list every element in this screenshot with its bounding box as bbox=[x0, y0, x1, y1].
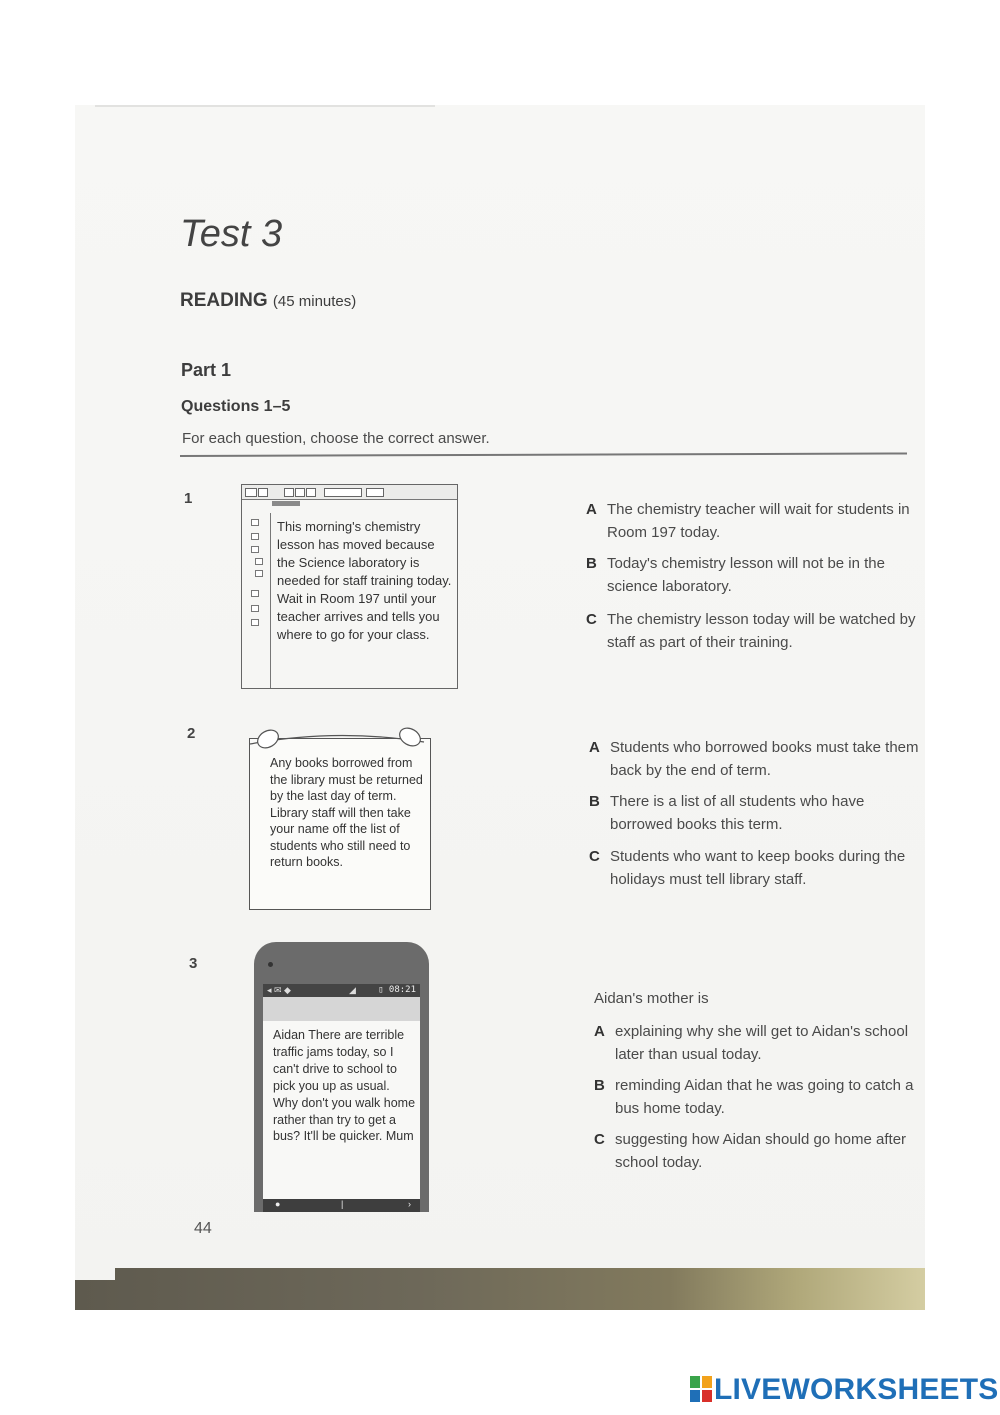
page-number: 44 bbox=[194, 1220, 212, 1237]
camera-icon bbox=[268, 962, 273, 967]
question-number: 2 bbox=[187, 725, 196, 742]
option-c bbox=[594, 1128, 914, 1174]
phone-nav-bar bbox=[263, 1199, 420, 1212]
screen-message: This morning's chemistry lesson has moved because the Science laboratory is needed for staff training today. Wait in Room 197 until your teacher arrives and tells you where to go for your class. bbox=[277, 519, 452, 642]
option-b bbox=[594, 1074, 914, 1120]
option-a bbox=[589, 736, 919, 782]
option-letter: B bbox=[594, 1077, 605, 1094]
option-letter: C bbox=[586, 611, 597, 628]
option-text: The chemistry lesson today will be watched by staff as part of their training. bbox=[607, 611, 916, 651]
toolbar-icon bbox=[258, 488, 268, 497]
option-letter: A bbox=[594, 1023, 605, 1040]
toolbar-icon bbox=[245, 488, 257, 497]
option-letter: B bbox=[586, 555, 597, 572]
section-heading bbox=[180, 290, 356, 312]
test-title: Test 3 bbox=[180, 213, 283, 255]
part-heading: Part 1 bbox=[181, 360, 232, 380]
option-c bbox=[589, 845, 919, 891]
toolbar-icon bbox=[295, 488, 305, 497]
signal-icon: ◂ ✉ ◆ bbox=[267, 985, 291, 995]
option-text: There is a list of all students who have borrowed books this term. bbox=[610, 793, 865, 833]
strip-notch bbox=[75, 1268, 115, 1280]
logo-text: LIVEWORKSHEETS bbox=[714, 1373, 999, 1406]
option-letter: C bbox=[589, 848, 600, 865]
questions-heading: Questions 1–5 bbox=[181, 398, 291, 415]
library-notice-image bbox=[246, 730, 432, 907]
option-a bbox=[586, 498, 916, 544]
question-number: 3 bbox=[189, 955, 198, 972]
toolbar-icon bbox=[306, 488, 316, 497]
option-letter: A bbox=[586, 501, 597, 518]
question-number: 1 bbox=[184, 490, 193, 507]
phone-status-bar bbox=[263, 984, 420, 997]
option-text: The chemistry teacher will wait for students in Room 197 today. bbox=[607, 501, 910, 541]
question-lead: Aidan's mother is bbox=[594, 990, 709, 1007]
scan-shadow-strip bbox=[75, 1268, 925, 1310]
home-button-icon: ● bbox=[275, 1199, 281, 1209]
document-icon bbox=[255, 558, 263, 565]
option-letter: C bbox=[594, 1131, 605, 1148]
box-icon bbox=[251, 605, 259, 612]
option-text: Today's chemistry lesson will not be in the science laboratory. bbox=[607, 555, 885, 595]
section-duration: (45 minutes) bbox=[272, 293, 357, 310]
document-icon bbox=[255, 570, 263, 577]
calendar-icon bbox=[251, 590, 259, 597]
option-text: Students who borrowed books must take them back by the end of term. bbox=[610, 739, 919, 779]
screen-sidebar bbox=[242, 513, 271, 688]
toolbar-icon bbox=[284, 488, 294, 497]
phone-message: Aidan There are terrible traffic jams today, so I can't drive to school to pick you up as usual. Why don't you walk home rather than try to get a bus? It'll be quicker. Mum bbox=[273, 1028, 416, 1144]
section-name: READING bbox=[180, 290, 268, 311]
menu-icon: | bbox=[341, 1199, 344, 1209]
liveworksheets-logo-icon bbox=[690, 1376, 712, 1402]
folder-icon bbox=[251, 546, 259, 553]
instruction-text: For each question, choose the correct answer. bbox=[182, 430, 490, 447]
network-icon: ◢ bbox=[349, 985, 356, 995]
option-text: explaining why she will get to Aidan's school later than usual today. bbox=[615, 1023, 909, 1063]
option-letter: B bbox=[589, 793, 600, 810]
notice-message: Any books borrowed from the library must be returned by the last day of term. Library staff will then take your name off the list of students who still need to return books. bbox=[270, 756, 423, 869]
option-b bbox=[589, 790, 919, 836]
phone-message-area bbox=[263, 1021, 420, 1199]
option-c bbox=[586, 608, 916, 654]
phone-header bbox=[263, 997, 420, 1021]
option-a bbox=[594, 1020, 914, 1066]
list-icon bbox=[251, 619, 259, 626]
option-text: Students who want to keep books during the holidays must tell library staff. bbox=[610, 848, 906, 888]
option-b bbox=[586, 552, 916, 598]
flag-icon bbox=[251, 533, 259, 540]
option-text: reminding Aidan that he was going to catch a bus home today. bbox=[615, 1077, 914, 1117]
screen-tab bbox=[272, 501, 300, 506]
toolbar-icon bbox=[324, 488, 362, 497]
phone-image bbox=[254, 942, 429, 1212]
page-edge bbox=[95, 105, 435, 107]
screen-toolbar bbox=[242, 485, 457, 500]
back-icon: › bbox=[408, 1199, 411, 1209]
toolbar-icon bbox=[366, 488, 384, 497]
computer-screen-image bbox=[241, 484, 458, 689]
option-letter: A bbox=[589, 739, 600, 756]
option-text: suggesting how Aidan should go home after school today. bbox=[615, 1131, 907, 1171]
liveworksheets-logo bbox=[690, 1373, 999, 1407]
home-icon bbox=[251, 519, 259, 526]
phone-time: ▯ 08:21 bbox=[378, 985, 416, 995]
phone-clock: 08:21 bbox=[388, 985, 416, 995]
